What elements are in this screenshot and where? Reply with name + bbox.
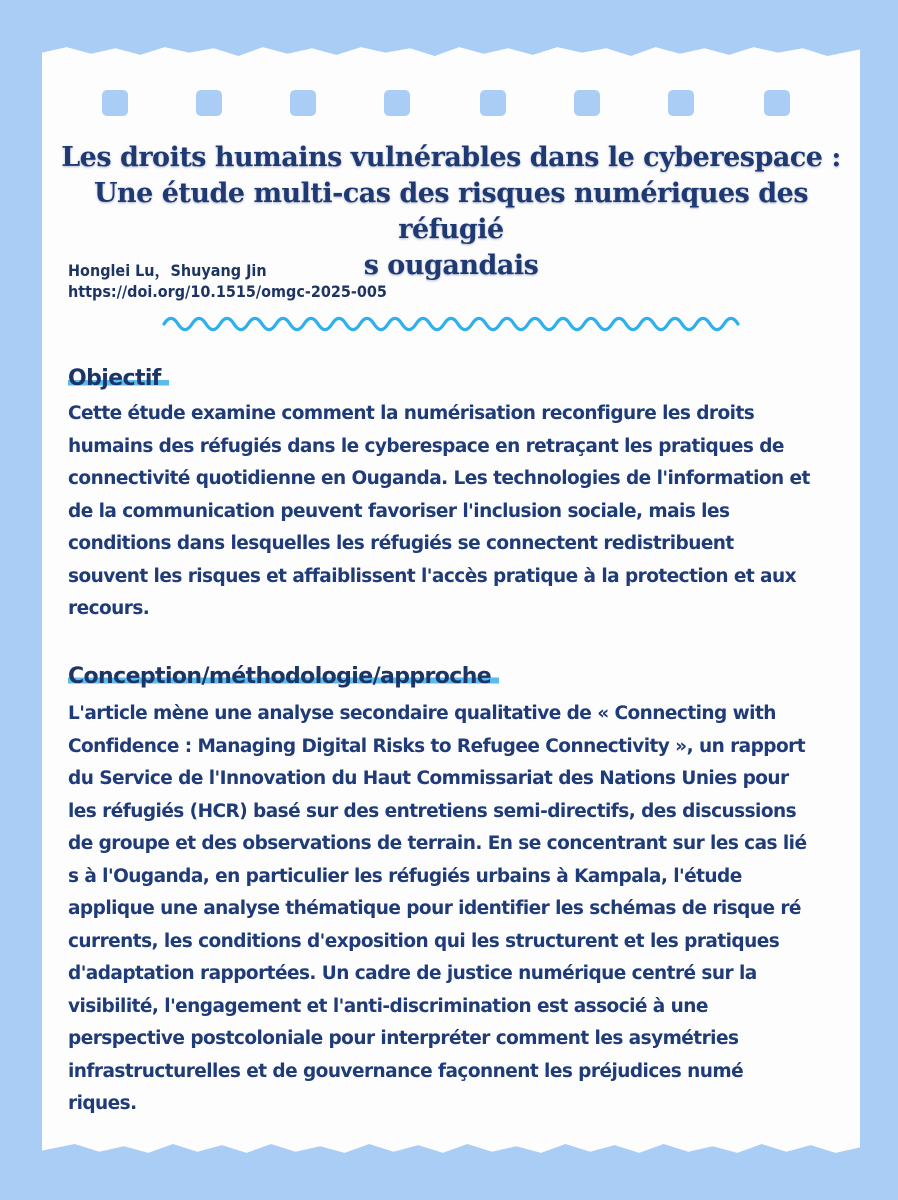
wavy-divider [162, 312, 740, 336]
binding-hole [290, 90, 316, 116]
binding-hole [196, 90, 222, 116]
binding-hole [384, 90, 410, 116]
binding-hole [668, 90, 694, 116]
binding-hole [764, 90, 790, 116]
document-title: Les droits humains vulnérables dans le cyberespace : Une étude multi-cas des risques numériques des réfugié s ougandais [61, 142, 841, 281]
section-heading-label: Conception/méthodologie/approche [68, 664, 499, 689]
binding-hole [574, 90, 600, 116]
section-heading-objectif [68, 366, 169, 391]
doi-link[interactable]: https://doi.org/10.1515/omgc-2025-005 [68, 282, 387, 301]
binding-hole [102, 90, 128, 116]
binding-hole [480, 90, 506, 116]
section-body-objectif: Cette étude examine comment la numérisation reconfigure les droits humains des réfugiés dans le cyberespace en retraçant les pratiques de connectivité quotidienne en Ouganda. Les technologies de l'information et de la communication peuvent favoriser l'inclusion sociale, mais les conditions dans lesquelles les réfugiés se connectent redistribuent souvent les risques et affaiblissent l'accès pratique à la protection et aux recours. [68, 403, 810, 619]
section-heading-label: Objectif [68, 366, 169, 391]
section-heading-methodologie [68, 664, 499, 689]
authors: Honglei Lu，Shuyang Jin [68, 261, 267, 280]
section-body-methodologie: L'article mène une analyse secondaire qualitative de « Connecting with Confidence : Managing Digital Risks to Refugee Connectivity », un rapport du Service de l'Innovation du Haut Commissariat des Nations Unies pour les réfugiés (HCR) basé sur des entretiens semi-directifs, des discussions de groupe et des observations de terrain. En se concentrant sur les cas lié s à l'Ouganda, en particulier les réfugiés urbains à Kampala, l'étude applique une analyse thématique pour identifier les schémas de risque ré currents, les conditions d'exposition qui les structurent et les pratiques d'adaptation rapportées. Un cadre de justice numérique centré sur la visibilité, l'engagement et l'anti-discrimination est associé à une perspective postcoloniale pour interpréter comment les asymétries infrastructurelles et de gouvernance façonnent les préjudices numé riques. [68, 703, 807, 1114]
